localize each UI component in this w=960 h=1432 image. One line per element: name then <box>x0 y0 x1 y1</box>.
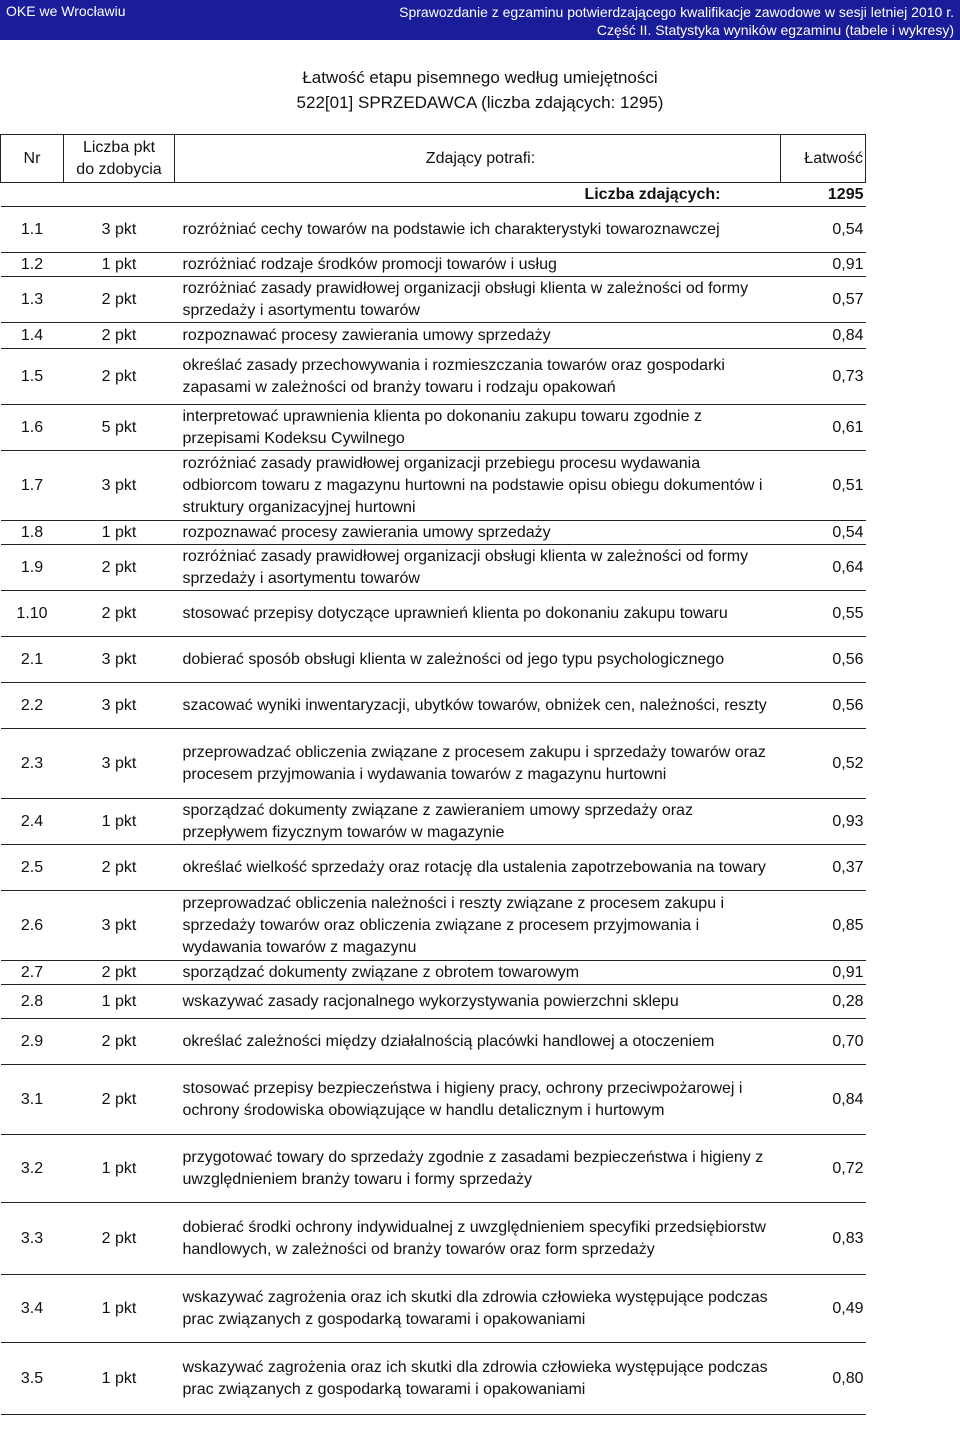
table-row <box>1 1203 866 1275</box>
row-easiness: 0,73 <box>781 349 866 405</box>
row-nr: 1.8 <box>1 521 64 545</box>
row-points: 1 pkt <box>64 1275 175 1343</box>
row-easiness: 0,37 <box>781 845 866 891</box>
row-skill: określać zasady przechowywania i rozmieszczania towarów oraz gospodarki zapasami w zależności od branży towaru i rodzaju opakowań <box>175 349 781 405</box>
table-row <box>1 845 866 891</box>
row-easiness: 0,64 <box>781 545 866 591</box>
row-points: 2 pkt <box>64 1019 175 1065</box>
col-header-points-line1: Liczba pkt <box>82 138 156 156</box>
row-points: 2 pkt <box>64 323 175 349</box>
col-header-points <box>64 135 175 183</box>
row-points: 5 pkt <box>64 405 175 451</box>
row-easiness: 0,52 <box>781 729 866 799</box>
row-skill: szacować wyniki inwentaryzacji, ubytków towarów, obniżek cen, należności, reszty <box>175 683 781 729</box>
row-skill: sporządzać dokumenty związane z zawieraniem umowy sprzedaży oraz przepływem fizycznym towarów w magazynie <box>175 799 781 845</box>
row-easiness: 0,70 <box>781 1019 866 1065</box>
page-title <box>0 66 960 114</box>
row-points: 1 pkt <box>64 521 175 545</box>
row-points: 1 pkt <box>64 799 175 845</box>
row-points: 2 pkt <box>64 961 175 985</box>
row-nr: 1.5 <box>1 349 64 405</box>
row-easiness: 0,55 <box>781 591 866 637</box>
row-skill: przeprowadzać obliczenia związane z procesem zakupu i sprzedaży towarów oraz procesem przyjmowania i wydawania towarów z magazynu hurtowni <box>175 729 781 799</box>
row-nr: 3.1 <box>1 1065 64 1135</box>
row-points: 1 pkt <box>64 1343 175 1415</box>
easiness-table <box>0 134 866 1415</box>
row-easiness: 0,56 <box>781 637 866 683</box>
row-points: 2 pkt <box>64 277 175 323</box>
row-nr: 1.1 <box>1 207 64 253</box>
row-skill: rozróżniać zasady prawidłowej organizacji przebiegu procesu wydawania odbiorcom towaru z magazynu hurtowni na podstawie opisu obiegu dokumentów i struktury organizacyjnej hurtowni <box>175 451 781 521</box>
row-nr: 2.8 <box>1 985 64 1019</box>
row-skill: wskazywać zagrożenia oraz ich skutki dla zdrowia człowieka występujące podczas prac związanych z gospodarką towarami i opakowaniami <box>175 1275 781 1343</box>
table-row <box>1 451 866 521</box>
row-nr: 2.2 <box>1 683 64 729</box>
row-easiness: 0,61 <box>781 405 866 451</box>
table-row <box>1 961 866 985</box>
row-nr: 2.5 <box>1 845 64 891</box>
row-easiness: 0,84 <box>781 1065 866 1135</box>
row-points: 1 pkt <box>64 1135 175 1203</box>
row-points: 2 pkt <box>64 591 175 637</box>
row-easiness: 0,49 <box>781 1275 866 1343</box>
table-row <box>1 253 866 277</box>
row-nr: 2.7 <box>1 961 64 985</box>
table-row <box>1 207 866 253</box>
table-row <box>1 1275 866 1343</box>
row-points: 1 pkt <box>64 253 175 277</box>
row-nr: 1.10 <box>1 591 64 637</box>
row-easiness: 0,57 <box>781 277 866 323</box>
row-skill: rozróżniać zasady prawidłowej organizacji obsługi klienta w zależności od formy sprzedaży i asortymentu towarów <box>175 277 781 323</box>
row-nr: 3.2 <box>1 1135 64 1203</box>
row-points: 2 pkt <box>64 545 175 591</box>
table-row <box>1 729 866 799</box>
row-easiness: 0,54 <box>781 521 866 545</box>
row-easiness: 0,85 <box>781 891 866 961</box>
count-value: 1295 <box>781 183 866 207</box>
row-easiness: 0,56 <box>781 683 866 729</box>
row-nr: 1.9 <box>1 545 64 591</box>
row-nr: 3.3 <box>1 1203 64 1275</box>
row-skill: interpretować uprawnienia klienta po dokonaniu zakupu towaru zgodnie z przepisami Kodeksu Cywilnego <box>175 405 781 451</box>
row-nr: 3.5 <box>1 1343 64 1415</box>
row-skill: rozpoznawać procesy zawierania umowy sprzedaży <box>175 323 781 349</box>
page-title-line2: 522[01] SPRZEDAWCA (liczba zdających: 1295) <box>296 93 664 112</box>
row-nr: 2.9 <box>1 1019 64 1065</box>
row-points: 3 pkt <box>64 683 175 729</box>
row-skill: przeprowadzać obliczenia należności i reszty związane z procesem zakupu i sprzedaży towarów oraz obliczenia związane z procesem przyjmowania i wydawania towarów z magazynu <box>175 891 781 961</box>
table-row <box>1 1019 866 1065</box>
page-title-line1: Łatwość etapu pisemnego według umiejętności <box>302 68 658 87</box>
report-header-bar <box>0 0 960 40</box>
row-points: 2 pkt <box>64 349 175 405</box>
row-skill: określać wielkość sprzedaży oraz rotację dla ustalenia zapotrzebowania na towary <box>175 845 781 891</box>
table-row <box>1 891 866 961</box>
row-nr: 2.4 <box>1 799 64 845</box>
table-row <box>1 1343 866 1415</box>
row-easiness: 0,83 <box>781 1203 866 1275</box>
row-nr: 3.4 <box>1 1275 64 1343</box>
row-points: 2 pkt <box>64 1065 175 1135</box>
row-skill: stosować przepisy dotyczące uprawnień klienta po dokonaniu zakupu towaru <box>175 591 781 637</box>
row-skill: rozróżniać rodzaje środków promocji towarów i usług <box>175 253 781 277</box>
row-easiness: 0,91 <box>781 253 866 277</box>
col-header-skill: Zdający potrafi: <box>175 135 781 183</box>
row-skill: sporządzać dokumenty związane z obrotem towarowym <box>175 961 781 985</box>
row-nr: 1.6 <box>1 405 64 451</box>
row-points: 1 pkt <box>64 985 175 1019</box>
count-label: Liczba zdających: <box>1 183 781 207</box>
table-row <box>1 1135 866 1203</box>
row-skill: stosować przepisy bezpieczeństwa i higieny pracy, ochrony przeciwpożarowej i ochrony środowiska obowiązujące w handlu detalicznym i hurtowym <box>175 1065 781 1135</box>
row-easiness: 0,84 <box>781 323 866 349</box>
header-institution: OKE we Wrocławiu <box>6 3 126 19</box>
row-skill: rozróżniać zasady prawidłowej organizacji obsługi klienta w zależności od formy sprzedaży i asortymentu towarów <box>175 545 781 591</box>
row-nr: 1.3 <box>1 277 64 323</box>
header-report-line2: Część II. Statystyka wyników egzaminu (tabele i wykresy) <box>596 22 954 38</box>
row-skill: przygotować towary do sprzedaży zgodnie z zasadami bezpieczeństwa i higieny z uwzględnieniem branży towaru i formy sprzedaży <box>175 1135 781 1203</box>
row-easiness: 0,54 <box>781 207 866 253</box>
row-skill: wskazywać zagrożenia oraz ich skutki dla zdrowia człowieka występujące podczas prac związanych z gospodarką towarami i opakowaniami <box>175 1343 781 1415</box>
table-row <box>1 521 866 545</box>
row-nr: 1.7 <box>1 451 64 521</box>
header-report-title <box>399 3 954 39</box>
table-row <box>1 637 866 683</box>
table-row <box>1 799 866 845</box>
table-row <box>1 277 866 323</box>
table-row <box>1 405 866 451</box>
table-row <box>1 1065 866 1135</box>
row-easiness: 0,91 <box>781 961 866 985</box>
table-row <box>1 591 866 637</box>
col-header-easiness: Łatwość <box>781 135 866 183</box>
row-easiness: 0,72 <box>781 1135 866 1203</box>
row-points: 3 pkt <box>64 637 175 683</box>
row-nr: 2.6 <box>1 891 64 961</box>
row-nr: 1.2 <box>1 253 64 277</box>
row-skill: rozpoznawać procesy zawierania umowy sprzedaży <box>175 521 781 545</box>
row-easiness: 0,51 <box>781 451 866 521</box>
header-report-line1: Sprawozdanie z egzaminu potwierdzającego kwalifikacje zawodowe w sesji letniej 2010 r. <box>399 4 954 20</box>
row-points: 3 pkt <box>64 729 175 799</box>
row-skill: dobierać środki ochrony indywidualnej z uwzględnieniem specyfiki przedsiębiorstw handlowych, w zależności od branży towarów oraz form sprzedaży <box>175 1203 781 1275</box>
row-nr: 1.4 <box>1 323 64 349</box>
table-header-row <box>1 135 866 183</box>
col-header-nr: Nr <box>1 135 64 183</box>
row-easiness: 0,93 <box>781 799 866 845</box>
row-points: 3 pkt <box>64 891 175 961</box>
table-row <box>1 985 866 1019</box>
col-header-points-line2: do zdobycia <box>76 160 162 178</box>
row-skill: rozróżniać cechy towarów na podstawie ich charakterystyki towaroznawczej <box>175 207 781 253</box>
table-row <box>1 323 866 349</box>
row-points: 2 pkt <box>64 1203 175 1275</box>
table-row <box>1 349 866 405</box>
row-points: 2 pkt <box>64 845 175 891</box>
row-nr: 2.1 <box>1 637 64 683</box>
row-easiness: 0,28 <box>781 985 866 1019</box>
row-easiness: 0,80 <box>781 1343 866 1415</box>
count-row <box>1 183 866 207</box>
row-nr: 2.3 <box>1 729 64 799</box>
row-points: 3 pkt <box>64 207 175 253</box>
row-skill: dobierać sposób obsługi klienta w zależności od jego typu psychologicznego <box>175 637 781 683</box>
row-skill: wskazywać zasady racjonalnego wykorzystywania powierzchni sklepu <box>175 985 781 1019</box>
row-points: 3 pkt <box>64 451 175 521</box>
table-row <box>1 545 866 591</box>
table-row <box>1 683 866 729</box>
row-skill: określać zależności między działalnością placówki handlowej a otoczeniem <box>175 1019 781 1065</box>
